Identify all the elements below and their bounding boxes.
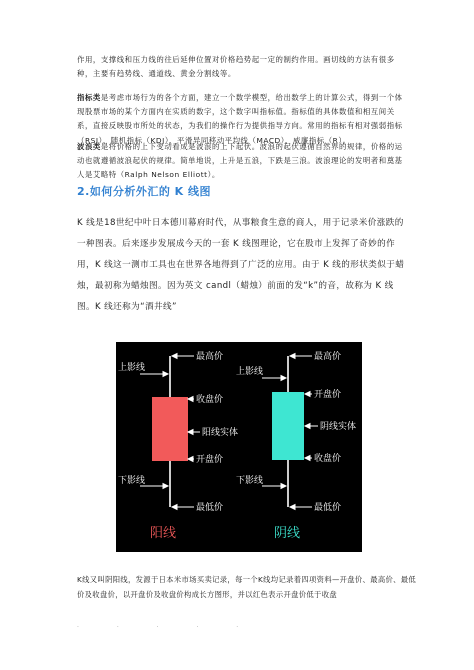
yin-low-label: 最低价 bbox=[314, 503, 342, 513]
yin-name-label: 阴线 bbox=[274, 526, 301, 541]
section-title: 如何分析外汇的 K 线图 bbox=[89, 185, 212, 198]
yang-lower-shadow-label: 下影线 bbox=[118, 476, 146, 486]
yin-lower-shadow-label: 下影线 bbox=[236, 476, 264, 486]
yang-open-label: 开盘价 bbox=[196, 455, 224, 465]
top-paragraph: 作用，支撑线和压力线的往后延伸位置对价格趋势起一定的制约作用。画切线的方法有很多种，主要有趋势线、通道线、黄金分割线等。 bbox=[77, 55, 395, 79]
footer-dots: · · · · · bbox=[77, 624, 257, 631]
yin-candle-body bbox=[272, 392, 304, 460]
indicator-text: 是考虑市场行为的各个方面，建立一个数学模型，给出数学上的计算公式，得到一个体现股票市场的某个方面内在实质的数字，这个数字叫指标值。指标值的具体数值和相互间关系，直接反映股市所处的状态，为我们的操作行为提供指导方向。常用的指标有相对强弱指标（RSI）、随机指标（KDJ）、平滑异同移动平均线（MACD）、威廉指标（R）。 bbox=[77, 93, 403, 145]
candlestick-svg bbox=[116, 342, 362, 552]
yin-body-label: 阴线实体 bbox=[320, 422, 357, 432]
wave-paragraph bbox=[77, 140, 407, 183]
wave-lead: 波浪类 bbox=[77, 142, 101, 151]
yin-open-label: 开盘价 bbox=[314, 390, 342, 400]
indicator-lead: 指标类 bbox=[77, 93, 101, 102]
yin-close-label: 收盘价 bbox=[314, 454, 342, 464]
candlestick-diagram bbox=[116, 342, 362, 552]
yang-close-label: 收盘价 bbox=[196, 395, 224, 405]
kline-paragraph: K 线是18世纪中叶日本德川幕府时代，从事粮食生意的商人，用于记录米价涨跌的一种图表。后来逐步发展成今天的一套 K 线图理论，它在股市上发挥了奇妙的作用，K 线这一测市工具也在世界各地得到了广泛的应用。由于 K 线的形状类似于蜡烛，最初称为蜡烛图。因为英文 candl（蜡烛）前面的发“k”的音，故称为 K 线图。K 线还称为“酒井线” bbox=[77, 218, 405, 312]
yin-high-label: 最高价 bbox=[314, 352, 342, 362]
yang-upper-shadow-label: 上影线 bbox=[118, 363, 146, 373]
yang-body-label: 阳线实体 bbox=[202, 428, 239, 438]
section-number: 2. bbox=[77, 185, 90, 198]
section-heading bbox=[77, 183, 211, 199]
yin-upper-shadow-label: 上影线 bbox=[236, 367, 264, 377]
caption-paragraph: K线又叫阴阳线，发源于日本米市场买卖记录，每一个K线均记录着四项资料—开盘价、最高价、最低价及收盘价，以开盘价及收盘价构成长方图形，并以红色表示开盘价低于收盘 bbox=[77, 575, 417, 599]
yang-low-label: 最低价 bbox=[196, 503, 224, 513]
yang-name-label: 阳线 bbox=[150, 526, 177, 541]
wave-text: 是将价格的上下变动看成是波浪的上下起伏。波浪的起伏遵循自然界的规律，价格的运动也就遵循波浪起伏的规律。简单地说，上升是五浪，下跌是三浪。波浪理论的发明者和奠基人是艾略特（Ralph Nelson Elliott）。 bbox=[77, 142, 403, 180]
yang-high-label: 最高价 bbox=[196, 352, 224, 362]
yang-candle-body bbox=[152, 397, 188, 461]
